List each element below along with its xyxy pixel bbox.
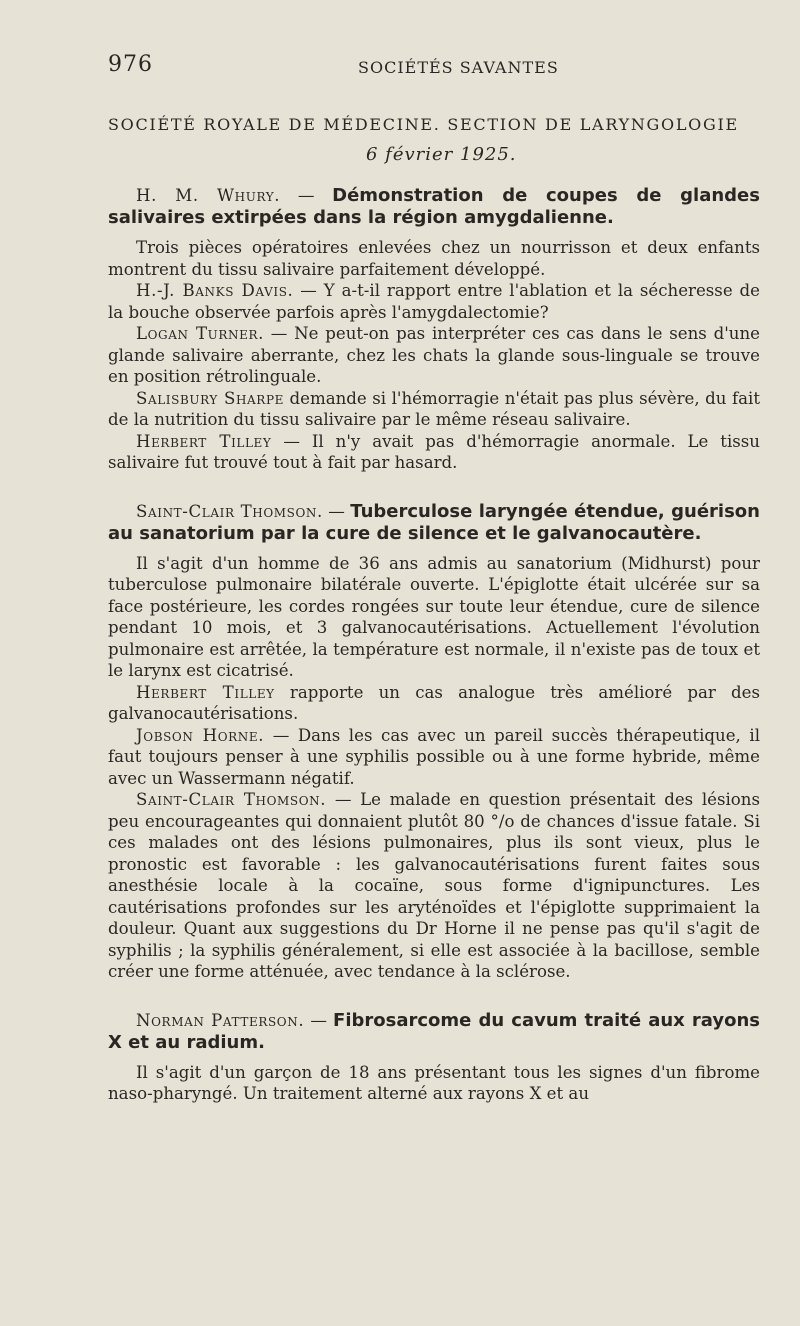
speaker-name: Logan Turner. — [136, 324, 264, 343]
speaker-name: H.-J. Banks Davis. — [136, 281, 294, 300]
section-title: Démonstration de coupes de glandes salivaires extirpées dans la région amygdalienne. — [108, 185, 760, 228]
paragraph — [108, 682, 760, 725]
session-date: 6 février 1925. — [366, 144, 517, 165]
section-heading: Norman Patterson. — Fibrosarcome du cavum traité aux rayons X et au radium. — [108, 1009, 760, 1053]
speaker-name: Herbert Tilley — [136, 431, 272, 451]
paragraph — [108, 789, 760, 983]
speaker-name: Salisbury Sharpe — [136, 388, 284, 408]
paragraph-text: rapporte un cas analogue très amélioré par des galvanocautérisations. — [108, 682, 760, 723]
paragraph — [108, 280, 760, 323]
speaker-name: Saint-Clair Thomson. — [136, 790, 327, 809]
page-number: 976 — [108, 52, 153, 77]
paragraph-text: demande si l'hémorragie n'était pas plus sévère, du fait de la nutrition du tissu salivaire par le même réseau salivaire. — [108, 388, 760, 429]
paragraph — [108, 431, 760, 474]
paragraph-text: — Y a-t-il rapport entre l'ablation et la sécheresse de la bouche observée parfois après l'amygdalectomie? — [108, 281, 760, 322]
paragraph — [108, 725, 760, 790]
speaker-name: Herbert Tilley — [136, 682, 275, 702]
section-title: Fibrosarcome du cavum traité aux rayons X et au radium. — [108, 1009, 760, 1053]
section-title: Tuberculose laryngée étendue, guérison au sanatorium par la cure de silence et le galvanocautère. — [108, 500, 760, 544]
paragraph — [108, 323, 760, 388]
section-speaker: H. M. Whury. — [136, 186, 281, 205]
paragraph-text: — Il n'y avait pas d'hémorragie anormale. Le tissu salivaire fut trouvé tout à fait par hasard. — [108, 431, 760, 472]
paragraph: Il s'agit d'un homme de 36 ans admis au sanatorium (Midhurst) pour tuberculose pulmonaire bilatérale ouverte. L'épiglotte était ulcérée sur sa face postérieure, les cordes rongées sur toute leur étendue, cure de silence pendant 10 mois, et 3 galvanocautérisations. Actuellement l'évolution pulmonaire est arrêtée, la température est normale, il n'existe pas de toux et le larynx est cicatrisé. — [108, 553, 760, 680]
running-title: SOCIÉTÉS SAVANTES — [358, 58, 559, 77]
speaker-name: Jobson Horne. — [136, 725, 265, 745]
paragraph-text: — Dans les cas avec un pareil succès thérapeutique, il faut toujours penser à une syphilis possible ou à une forme hybride, même avec un Wassermann négatif. — [108, 725, 760, 788]
section-heading: Saint-Clair Thomson. — Tuberculose laryngée étendue, guérison au sanatorium par la cure de silence et le galvanocautère. — [108, 500, 760, 544]
section-heading: H. M. Whury. — Démonstration de coupes de glandes salivaires extirpées dans la région amygdalienne. — [108, 185, 760, 228]
running-head — [108, 52, 760, 82]
society-title: SOCIÉTÉ ROYALE DE MÉDECINE. SECTION DE LARYNGOLOGIE — [108, 115, 739, 134]
paragraph — [108, 388, 760, 431]
section-speaker: Norman Patterson. — [136, 1010, 305, 1030]
paragraph: Il s'agit d'un garçon de 18 ans présentant tous les signes d'un fibrome naso-pharyngé. Un traitement alterné aux rayons X et au — [108, 1062, 760, 1103]
paragraph-text: — Ne peut-on pas interpréter ces cas dans le sens d'une glande salivaire aberrante, chez les chats la glande sous-linguale se trouve en position rétrolinguale. — [108, 324, 760, 386]
paragraph-text: — Le malade en question présentait des lésions peu encourageantes qui donnaient plutôt 80 °/o de chances d'issue fatale. Si ces malades ont des lésions pulmonaires, plus ils sont vieux, plus le pronostic est favorable : les galvanocautérisations furent faites sous anesthésie locale à la cocaïne, sous forme d'ignipunctures. Les cautérisations profondes sur les aryténoïdes et l'épiglotte supprimaient la douleur. Quant aux suggestions du Dr Horne il ne pense pas qu'il s'agit de syphilis ; la syphilis généralement, si elle est associée à la bacillose, semble créer une forme atténuée, avec tendance à la sclérose. — [108, 790, 760, 981]
section-gap — [108, 474, 760, 501]
section-gap — [108, 983, 760, 1010]
paragraph: Trois pièces opératoires enlevées chez un nourrisson et deux enfants montrent du tissu salivaire parfaitement développé. — [108, 238, 760, 279]
section-speaker: Saint-Clair Thomson. — [136, 501, 323, 521]
